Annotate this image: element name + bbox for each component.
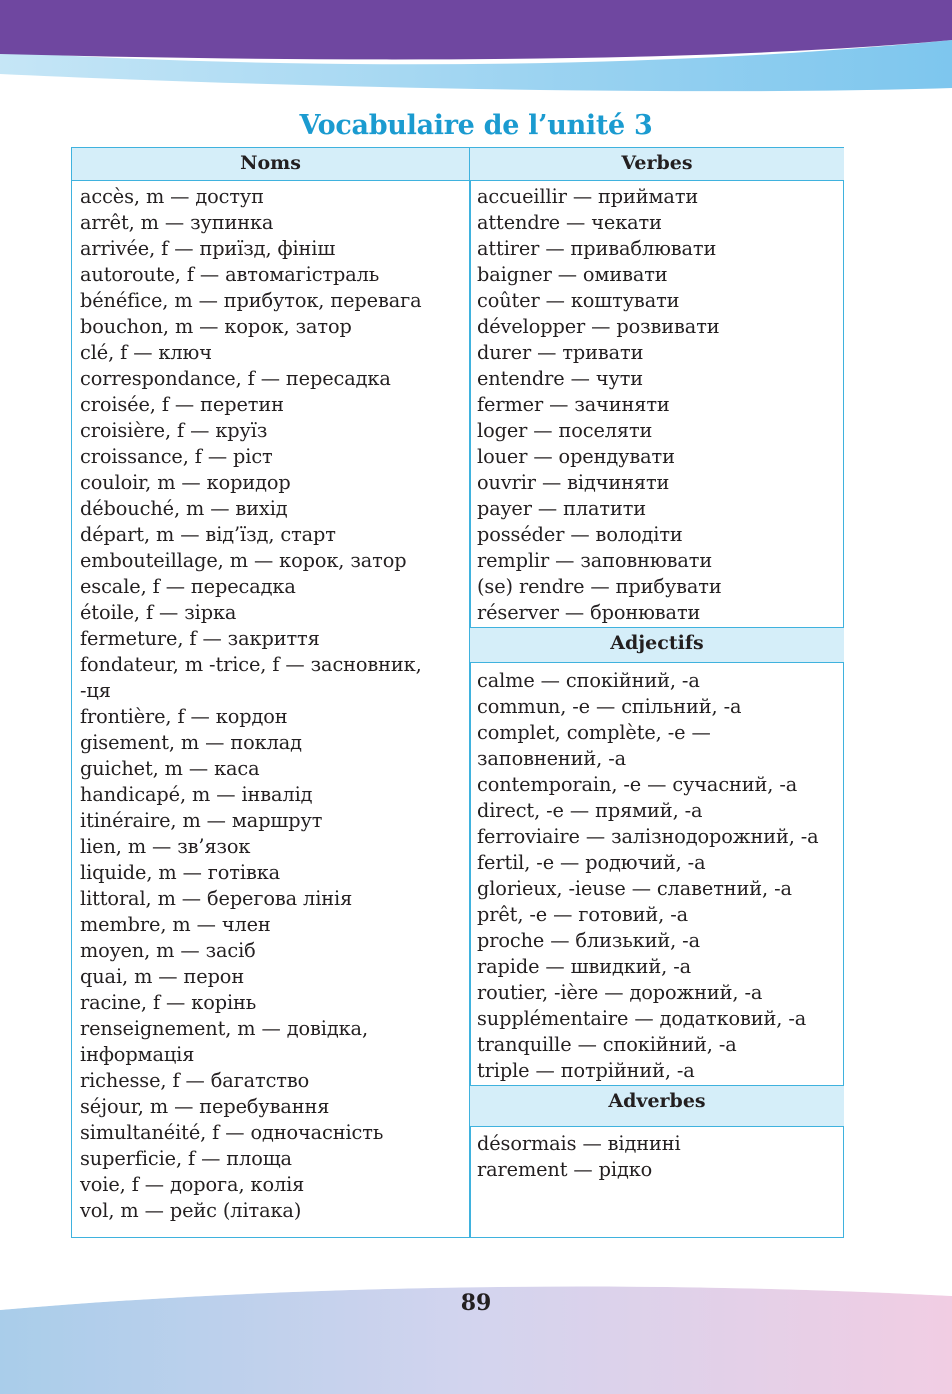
vocab-entry: itinéraire, m — маршрут [80,809,323,832]
vocab-entry: développer — розвивати [477,315,720,338]
page-title: Vocabulaire de l’unité 3 [299,110,653,141]
page-number: 89 [460,1290,492,1316]
vocab-entry: débouché, m — вихід [80,497,288,520]
vocab-entry: embouteillage, m — корок, затор [80,549,407,572]
adjectifs-header: Adjectifs [470,627,844,663]
adjectifs-list [477,668,819,1084]
vocab-entry: accueillir — приймати [477,185,699,208]
vocab-entry: glorieux, -ieuse — славетний, -а [477,877,792,900]
vocab-entry: liquide, m — готівка [80,861,281,884]
vocab-entry: croissance, f — ріст [80,445,273,468]
vocab-entry: posséder — володіти [477,523,683,546]
vocab-entry: simultanéité, f — одночасність [80,1121,384,1144]
vocab-entry: payer — платити [477,497,647,520]
vocab-entry: réserver — бронювати [477,601,701,624]
vocab-entry: ferroviaire — залізнодорожний, -а [477,825,819,848]
vocab-entry: commun, -e — спільний, -а [477,695,742,718]
vocab-entry: correspondance, f — пересадка [80,367,391,390]
bottom-decorative-band [0,1270,952,1394]
vocab-entry: richesse, f — багатство [80,1069,310,1092]
vocab-entry: croisière, f — круїз [80,419,268,442]
vocab-entry: quai, m — перон [80,965,245,988]
vocab-entry: fermer — зачиняти [477,393,670,416]
vocab-entry: accès, m — доступ [80,185,264,208]
vocab-entry: louer — орендувати [477,445,675,468]
vocab-entry: bénéfice, m — прибуток, перевага [80,289,422,312]
vocab-entry: durer — тривати [477,341,644,364]
vocab-entry: départ, m — від’їзд, старт [80,523,336,546]
vocab-entry: vol, m — рейс (літака) [80,1199,302,1222]
vocab-entry: rarement — рідко [477,1158,653,1181]
vocab-entry: triple — потрійний, -а [477,1059,695,1082]
vocab-entry: fermeture, f — закриття [80,627,320,650]
vocab-entry: lien, m — зв’язок [80,835,251,858]
vocab-entry: calme — спокійний, -а [477,669,700,692]
vocab-entry: moyen, m — засіб [80,939,256,962]
vocab-entry: routier, -ière — дорожний, -а [477,981,763,1004]
vocab-entry: proche — близький, -а [477,929,700,952]
vocab-entry: membre, m — член [80,913,271,936]
top-decorative-band [0,0,952,92]
vocab-entry: bouchon, m — корок, затор [80,315,352,338]
vocab-entry: gisement, m — поклад [80,731,302,754]
vocab-entry: fondateur, m -trice, f — засновник, [80,653,422,676]
vocab-entry: clé, f — ключ [80,341,212,364]
vocab-entry: direct, -e — прямий, -а [477,799,703,822]
vocab-entry: baigner — омивати [477,263,668,286]
column-divider [469,148,471,1237]
vocab-entry: інформація [80,1043,195,1066]
vocab-entry: ouvrir — відчиняти [477,471,670,494]
vocab-entry: coûter — коштувати [477,289,680,312]
vocab-entry: entendre — чути [477,367,644,390]
verbes-header: Verbes [470,148,844,181]
noms-header: Noms [72,148,469,181]
vocab-entry: fertil, -e — родючий, -а [477,851,706,874]
vocab-entry: renseignement, m — довідка, [80,1017,368,1040]
vocab-entry: attirer — приваблювати [477,237,717,260]
vocab-entry: remplir — заповнювати [477,549,713,572]
vocab-entry: contemporain, -e — сучасний, -а [477,773,798,796]
vocab-entry: supplémentaire — додатковий, -а [477,1007,807,1030]
adverbes-header: Adverbes [470,1085,844,1127]
vocab-entry: littoral, m — берегова лінія [80,887,353,910]
vocab-entry: handicapé, m — інвалід [80,783,313,806]
vocab-entry: couloir, m — коридор [80,471,291,494]
vocab-entry: racine, f — корінь [80,991,257,1014]
vocab-entry: loger — поселяти [477,419,653,442]
vocab-entry: étoile, f — зірка [80,601,237,624]
vocab-entry: superficie, f — площа [80,1147,292,1170]
vocab-entry: escale, f — пересадка [80,575,296,598]
vocab-entry: rapide — швидкий, -а [477,955,692,978]
vocab-entry: désormais — віднині [477,1132,681,1155]
vocab-entry: arrêt, m — зупинка [80,211,274,234]
vocab-entry: complet, complète, -e — [477,721,711,744]
vocab-entry: frontière, f — кордон [80,705,288,728]
vocab-entry: voie, f — дорога, колія [80,1173,305,1196]
vocab-entry: séjour, m — перебування [80,1095,330,1118]
vocab-entry: arrivée, f — приїзд, фініш [80,237,336,260]
noms-list [80,184,422,1224]
vocab-entry: croisée, f — перетин [80,393,284,416]
vocab-entry: заповнений, -а [477,747,627,770]
vocab-entry: (se) rendre — прибувати [477,575,722,598]
vocabulary-table [71,147,844,1238]
vocab-entry: -ця [80,679,111,702]
vocab-entry: guichet, m — каса [80,757,260,780]
verbes-list [477,184,722,626]
adverbes-list [477,1131,681,1183]
vocab-entry: prêt, -e — готовий, -а [477,903,689,926]
vocab-entry: attendre — чекати [477,211,662,234]
vocab-entry: autoroute, f — автомагістраль [80,263,380,286]
vocab-entry: tranquille — спокійний, -а [477,1033,737,1056]
